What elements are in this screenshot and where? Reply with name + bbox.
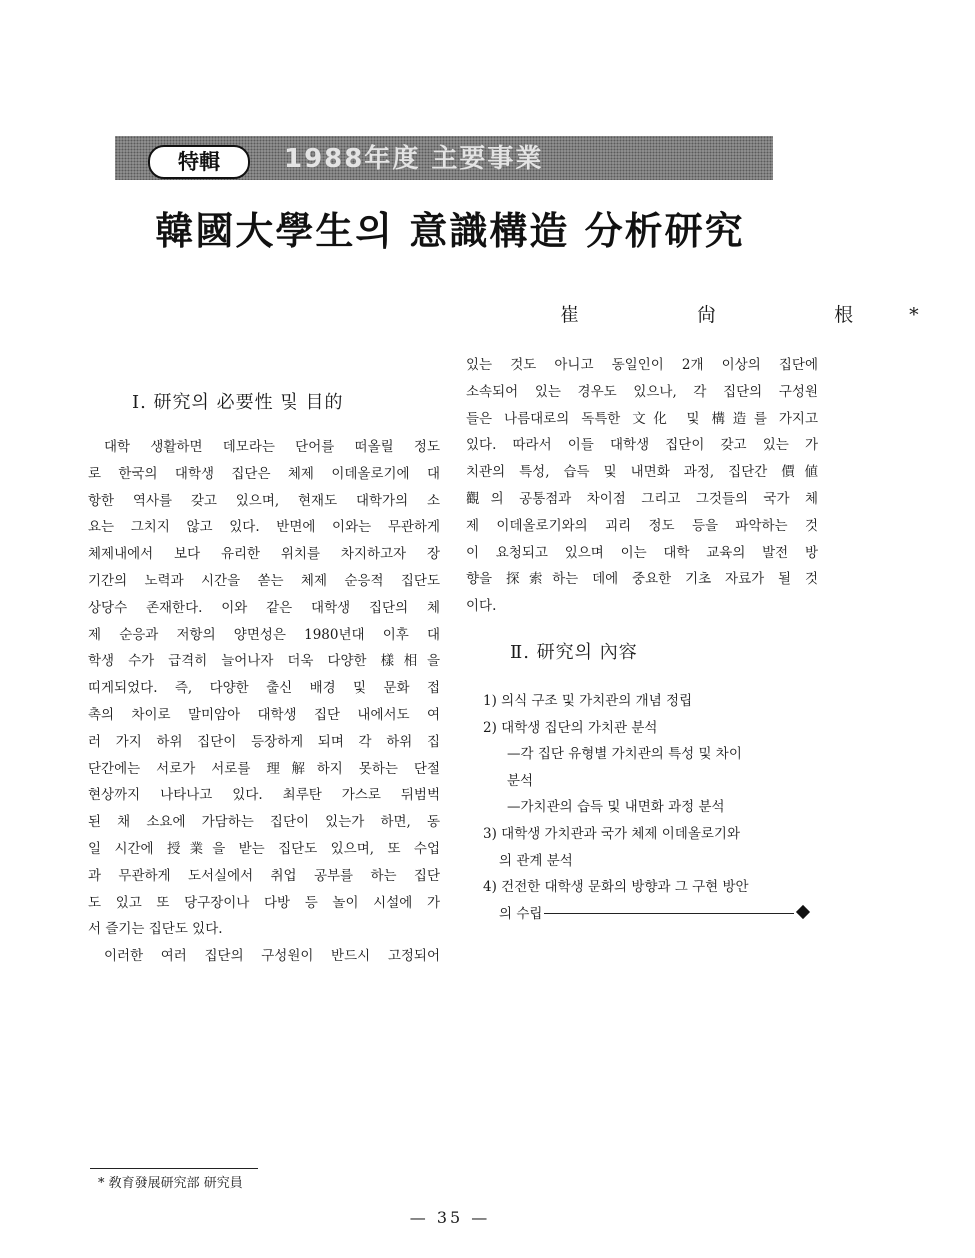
section-2-heading: Ⅱ. 研究의 內容 <box>510 642 638 663</box>
paragraph-line: 학생 수가 급격히 늘어나자 더욱 다양한 樣相을 <box>88 653 440 670</box>
paragraph-line: 항한 역사를 갖고 있으며, 현재도 대학가의 소 <box>88 492 440 509</box>
paragraph-line: 觀의 공통점과 차이점 그리고 그것들의 국가 체 <box>466 490 818 507</box>
paragraph-line: 치관의 특성, 습득 및 내면화 과정, 집단간 價値 <box>466 464 818 481</box>
list-item: 1) 의식 구조 및 가치관의 개념 정립 <box>483 693 693 709</box>
list-item: 2) 대학생 집단의 가치관 분석 <box>483 719 658 736</box>
paragraph-line: 체제내에서 보다 유리한 위치를 차지하고자 장 <box>88 546 440 563</box>
right-column-text <box>466 352 818 620</box>
list-item: —가치관의 습득 및 내면화 과정 분석 <box>507 799 725 816</box>
paragraph-line: 된 채 소요에 가담하는 집단이 있는가 하면, 동 <box>88 814 440 831</box>
paragraph-line: 도 있고 또 당구장이나 다방 등 놀이 시설에 가 <box>88 894 440 911</box>
footnote-rule <box>90 1168 258 1169</box>
paragraph-line: 현상까지 나타나고 있다. 최루탄 가스로 뒤범벅 <box>88 787 440 804</box>
paragraph-line: 들은 나름대로의 독특한 文化 및 構造를 가지고 <box>466 410 818 427</box>
article-author: 崔 尙 根* <box>560 304 975 326</box>
paragraph-line: 소속되어 있는 경우도 있으나, 각 집단의 구성원 <box>466 383 818 400</box>
list-item: 의 관계 분석 <box>499 852 573 869</box>
black-diamond-icon <box>796 905 810 919</box>
banner-title: 1988年度 主要事業 <box>284 144 544 174</box>
list-item: —각 집단 유형별 가치관의 특성 및 차이 <box>507 746 742 763</box>
paragraph-line: 띠게되었다. 즉, 다양한 출신 배경 및 문화 접 <box>88 680 440 697</box>
list-item: 분석 <box>507 772 534 789</box>
section-1-heading: Ⅰ. 研究의 必要性 및 目的 <box>132 392 344 413</box>
list-item-last <box>483 901 823 928</box>
paragraph-line: 러 가지 하위 집단이 등장하게 되며 각 하위 집 <box>88 733 440 750</box>
left-column-text <box>88 434 440 970</box>
article-title: 韓國大學生의 意識構造 分析研究 <box>155 208 745 253</box>
paragraph-line: 대학 생활하면 데모라는 단어를 떠올릴 정도 <box>104 439 440 455</box>
paragraph-line: 있는 것도 아니고 동일인이 2개 이상의 집단에 <box>466 357 818 373</box>
paragraph-line: 이 요청되고 있으며 이는 대학 교육의 발전 방 <box>466 544 818 561</box>
paragraph-line: 요는 그치지 않고 있다. 반면에 이와는 무관하게 <box>88 519 440 536</box>
paragraph-line: 단간에는 서로가 서로를 理解하지 못하는 단절 <box>88 760 440 777</box>
paragraph-line: 로 한국의 대학생 집단은 체제 이데올로기에 대 <box>88 465 440 482</box>
footnote: * 敎育發展研究部 研究員 <box>98 1176 243 1191</box>
feature-tag: 特輯 <box>148 145 250 179</box>
paragraph-line: 제 순응과 저항의 양면성은 1980년대 이후 대 <box>88 626 440 643</box>
list-item-text: 의 수립 <box>499 905 543 922</box>
paragraph-line: 과 무관하게 도서실에서 취업 공부를 하는 집단 <box>88 867 440 884</box>
contents-list <box>483 688 823 927</box>
paragraph-line: 향을 探索하는 데에 중요한 기초 자료가 될 것 <box>466 571 818 588</box>
paragraph-line: 이러한 여러 집단의 구성원이 반드시 고정되어 <box>104 948 440 965</box>
end-rule <box>544 913 794 914</box>
paragraph-line: 상당수 존재한다. 이와 같은 대학생 집단의 체 <box>88 599 440 616</box>
list-item: 3) 대학생 가치관과 국가 체제 이데올로기와 <box>483 825 741 842</box>
paragraph-line: 서 즐기는 집단도 있다. <box>88 921 223 938</box>
list-item: 4) 건전한 대학생 문화의 방향과 그 구현 방안 <box>483 879 749 896</box>
paragraph-line: 제 이데올로기와의 괴리 정도 등을 파악하는 것 <box>466 517 818 534</box>
paragraph-line: 이다. <box>466 598 497 615</box>
paragraph-line: 기간의 노력과 시간을 쏟는 체제 순응적 집단도 <box>88 572 440 589</box>
paragraph-line: 촉의 차이로 말미암아 대학생 집단 내에서도 여 <box>88 706 440 723</box>
page-number: — 35 — <box>409 1208 491 1227</box>
paragraph-line: 일 시간에 授業을 받는 집단도 있으며, 또 수업 <box>88 840 440 857</box>
paragraph-line: 있다. 따라서 이들 대학생 집단이 갖고 있는 가 <box>466 437 818 454</box>
